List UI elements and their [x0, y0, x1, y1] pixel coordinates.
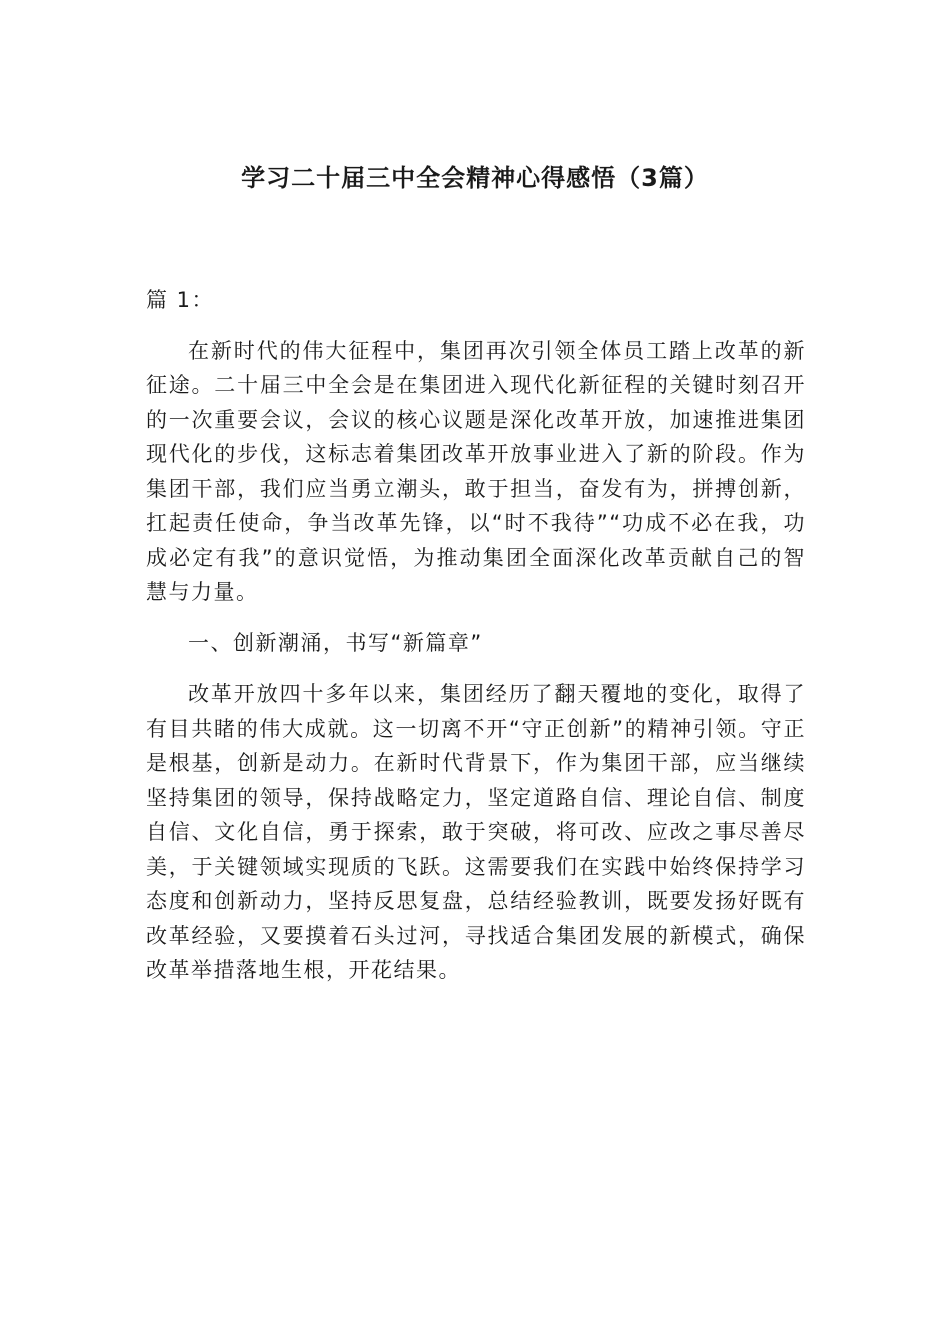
document-body [146, 283, 806, 1004]
document-title: 学习二十届三中全会精神心得感悟（3篇） [241, 164, 709, 192]
section-heading: 一、创新潮涌，书写“新篇章” [188, 631, 483, 656]
paragraph-intro: 在新时代的伟大征程中，集团再次引领全体员工踏上改革的新征途。二十届三中全会是在集团进入现代化新征程的关键时刻召开的一次重要会议，会议的核心议题是深化改革开放，加速推进集团现代化的步伐，这标志着集团改革开放事业进入了新的阶段。作为集团干部，我们应当勇立潮头，敢于担当，奋发有为，拼搏创新，扛起责任使命，争当改革先锋，以“时不我待”“功成不必在我，功成必定有我”的意识觉悟，为推动集团全面深化改革贡献自己的智慧与力量。 [146, 338, 806, 605]
section-label: 篇 1： [146, 288, 215, 312]
paragraph-innovation: 改革开放四十多年以来，集团经历了翻天覆地的变化，取得了有目共睹的伟大成就。这一切离不开“守正创新”的精神引领。守正是根基，创新是动力。在新时代背景下，作为集团干部，应当继续坚持集团的领导，保持战略定力，坚定道路自信、理论自信、制度自信、文化自信，勇于探索，敢于突破，将可改、应改之事尽善尽美，于关键领域实现质的飞跃。这需要我们在实践中始终保持学习态度和创新动力，坚持反思复盘，总结经验教训，既要发扬好既有改革经验，又要摸着石头过河，寻找适合集团发展的新模式，确保改革举措落地生根，开花结果。 [146, 682, 806, 983]
